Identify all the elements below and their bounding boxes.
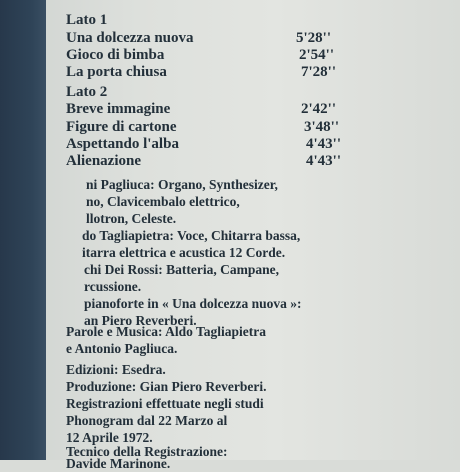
recording-info-cont: Phonogram dal 22 Marzo al [66, 413, 228, 428]
credit-line: pianoforte in « Una dolcezza nuova »: [84, 296, 302, 311]
credit-line: llotron, Celeste. [86, 211, 177, 226]
engineer-name: Davide Marinone. [66, 456, 171, 471]
track-title: Figure di cartone [66, 119, 177, 135]
sleeve-edge-bar [0, 0, 46, 460]
track-title: La porta chiusa [66, 64, 167, 80]
credit-line: chi Dei Rossi: Batteria, Campane, [84, 262, 279, 277]
lyrics-music-credit: Parole e Musica: Aldo Tagliapietra [66, 324, 266, 339]
credit-line: do Tagliapietra: Voce, Chitarra bassa, [82, 228, 301, 243]
credit-line: no, Clavicembalo elettrico, [86, 194, 240, 209]
track-duration: 2'54'' [299, 47, 335, 63]
credit-line: ni Pagliuca: Organo, Synthesizer, [86, 177, 278, 192]
lyrics-music-credit-cont: e Antonio Pagliuca. [66, 341, 178, 356]
engineer-label: Tecnico della Registrazione: [66, 444, 228, 459]
track-title: Aspettando l'alba [66, 136, 179, 152]
credit-line: itarra elettrica e acustica 12 Corde. [82, 245, 286, 260]
credit-line: rcussione. [84, 279, 142, 294]
track-title: Alienazione [66, 153, 141, 169]
track-title: Una dolcezza nuova [66, 30, 194, 46]
recording-info: Registrazioni effettuate negli studi [66, 396, 264, 411]
recording-date: 12 Aprile 1972. [66, 430, 153, 445]
track-duration: 4'43'' [306, 153, 342, 169]
side-2-heading: Lato 2 [66, 84, 108, 100]
track-title: Breve immagine [66, 101, 171, 117]
credit-line: an Piero Reverberi. [84, 313, 197, 328]
publisher-credit: Edizioni: Esedra. [66, 362, 166, 377]
producer-credit: Produzione: Gian Piero Reverberi. [66, 379, 267, 394]
track-duration: 3'48'' [304, 119, 340, 135]
track-duration: 2'42'' [301, 101, 337, 117]
track-duration: 7'28'' [301, 64, 337, 80]
track-duration: 4'43'' [306, 136, 342, 152]
track-title: Gioco di bimba [66, 47, 165, 63]
track-duration: 5'28'' [296, 30, 332, 46]
side-1-heading: Lato 1 [66, 12, 108, 28]
